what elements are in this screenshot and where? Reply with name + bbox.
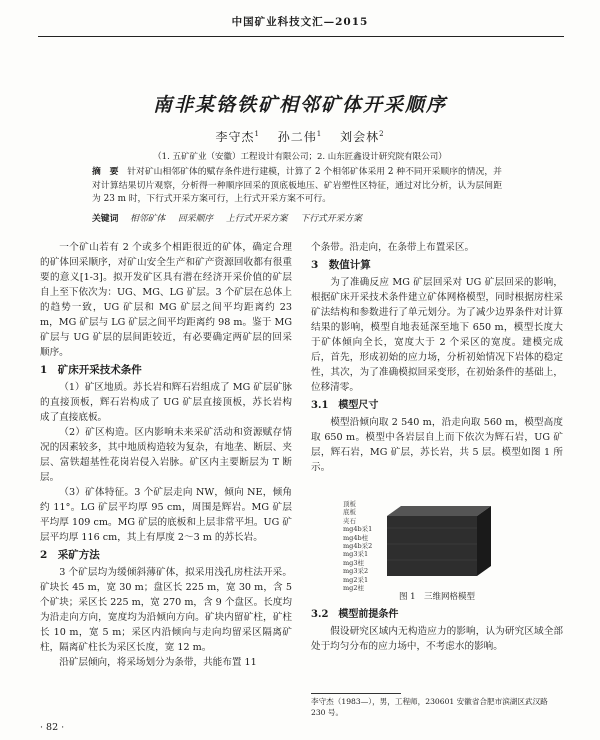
keywords [92, 211, 512, 224]
keyword: 上行式开采方案 [226, 214, 288, 224]
header-rule [38, 36, 564, 37]
keyword: 下行式开采方案 [300, 214, 362, 224]
author-affil-mark: 1 [316, 130, 323, 138]
legend-entry: 夹石 [343, 516, 356, 525]
abstract-label: 摘 要 [92, 167, 119, 177]
abstract-text: 针对矿山相邻矿体的赋存条件进行建模，计算了 2 个相邻矿体采用 2 种不同开采顺序的情况，并对计算结果切片观察，分析得一种顺序回采的顶底板地压、矿岩塑性区特征，通过对比分析，认为层间距为 23 m 时，下行式开采方案可行，上行式开采方案不可行。 [92, 167, 502, 204]
body-paragraph: （3）矿体特征。3 个矿层走向 NW，倾向 NE，倾角约 11°。LG 矿层平均厚 95 cm，周围是辉岩。MG 矿层平均厚 109 cm。MG 矿层的底板和上层非常平坦。UG 矿层平均厚 116 cm，其上有厚度 2～3 m 的苏长岩。 [40, 487, 292, 543]
body-paragraph: 为了准确反应 MG 矿层回采对 UG 矿层回采的影响，根据矿床开采技术条件建立矿体网格模型，同时根据房柱采矿法结构和参数进行了单元划分。为了减少边界条件对计算结果的影响，模型自地表延深至地下 650 m，模型长度大于矿体倾向全长，宽度大于 2 个采区的宽度。建模完成后，首先，形成初始的应力场，分析初始情况下岩体的稳定性，其次，为了准确模拟回采变形，在初始条件的基础上，位移清零。 [311, 277, 563, 393]
keywords-label: 关键词 [92, 214, 119, 224]
body-paragraph: （1）矿区地质。苏长岩和辉石岩组成了 MG 矿层矿脉的直接顶板，辉石岩构成了 UG 矿层直接顶板，苏长岩构成了直接底板。 [40, 382, 292, 423]
section-heading: 2 采矿方法 [40, 549, 100, 561]
right-column-lower [311, 604, 563, 654]
legend-entry: mg2柱 [343, 584, 364, 593]
author-name: 刘会林 [340, 130, 380, 144]
author-affil-mark: 2 [379, 130, 385, 138]
legend-entry: mg3采1 [343, 550, 369, 559]
body-paragraph: 沿矿层倾向，将采场划分为条带，共能布置 11 [59, 657, 257, 668]
page-number: · 82 · [40, 722, 65, 733]
mesh-model-figure [343, 498, 493, 593]
body-paragraph: （2）矿区构造。区内影响未来采矿活动和资源赋存情况的因素较多，其中地质构造较为复杂，有地垄、断层、夹层、富铁超基性花岗岩侵入岩脉。矿区内主要断层为 T 断层。 [40, 427, 292, 483]
mesh-block-graphic [343, 498, 493, 586]
left-column [40, 240, 292, 670]
author-affil-mark: 1 [254, 130, 260, 138]
keyword: 相邻矿体 [130, 214, 166, 224]
legend-entry: mg4b采2 [343, 542, 373, 551]
author-footnote: 李守杰（1983—），男，工程师，230601 安徽省合肥市滨湖区武汉路 230 号。 [311, 697, 548, 717]
footnote-rule [311, 693, 401, 694]
right-column [311, 240, 563, 475]
abstract [92, 166, 502, 207]
body-paragraph: 假设研究区域内无构造应力的影响，认为研究区域全部处于均匀分布的应力场中，不考虑水的影响。 [311, 626, 563, 652]
figure-caption: 图 1 三维网格模型 [398, 592, 476, 602]
legend-entry: mg4b采1 [343, 525, 373, 534]
legend-entry: mg3柱 [343, 558, 364, 567]
author-list [0, 128, 600, 145]
legend-entry: 顶板 [343, 500, 356, 508]
section-heading: 1 矿床开采技术条件 [40, 364, 142, 376]
keyword: 回采顺序 [178, 214, 214, 224]
subsection-heading: 3.2 模型前提条件 [311, 609, 399, 620]
legend-entry: mg3采2 [343, 567, 369, 576]
author-name: 李守杰 [215, 130, 255, 144]
legend-entry: mg4b柱 [343, 533, 369, 542]
paper-title: 南非某铬铁矿相邻矿体开采顺序 [152, 94, 447, 116]
subsection-heading: 3.1 模型尺寸 [311, 400, 379, 411]
legend-entry: mg2采1 [343, 575, 369, 584]
body-paragraph: 3 个矿层均为缓倾斜薄矿体，拟采用浅孔房柱法开采。矿块长 45 m，宽 30 m；盘区长 225 m，宽 30 m，含 5 个矿块；采区长 225 m，宽 270 m，含 9 个盘区。长度均为沿走向方向，宽度均为沿倾向方向。矿块内留矿柱，矿柱长 10 m，宽 5 m；采区内沿倾向与走向均留采区隔离矿柱，隔离矿柱长为采区长度，宽 12 m。 [40, 567, 292, 653]
author-name: 孙二伟 [277, 130, 317, 144]
intro-paragraph: 一个矿山若有 2 个或多个相距很近的矿体，确定合理的矿体回采顺序，对矿山安全生产和矿产资源回收都有很重要的意义[1-3]。拟开发矿区具有潜在经济开采价值的矿层自上至下依次为：UG、MG、LG 矿层。3 个矿层在总体上的趋势一致，UG 矿层和 MG 矿层之间平均距离约 23 m，MG 矿层与 LG 矿层之间平均距离约 98 m。鉴于 MG 矿层与 UG 矿层的层间距较近，有必要确定两矿层的回采顺序。 [40, 242, 292, 358]
legend-entry: 底板 [343, 508, 356, 517]
body-paragraph: 模型沿倾向取 2 540 m，沿走向取 560 m，模型高度取 650 m。模型中各岩层自上而下依次为辉石岩，UG 矿层，辉石岩，MG 矿层，苏长岩，共 5 层。模型如图 1 所示。 [311, 417, 563, 473]
affiliation: （1. 五矿矿业（安徽）工程设计有限公司；2. 山东匠鑫设计研究院有限公司） [153, 152, 447, 162]
section-heading: 3 数值计算 [311, 259, 371, 271]
body-paragraph: 个条带。沿走向，在条带上布置采区。 [311, 242, 475, 253]
running-header: 中国矿业科技文汇—2015 [231, 16, 369, 28]
